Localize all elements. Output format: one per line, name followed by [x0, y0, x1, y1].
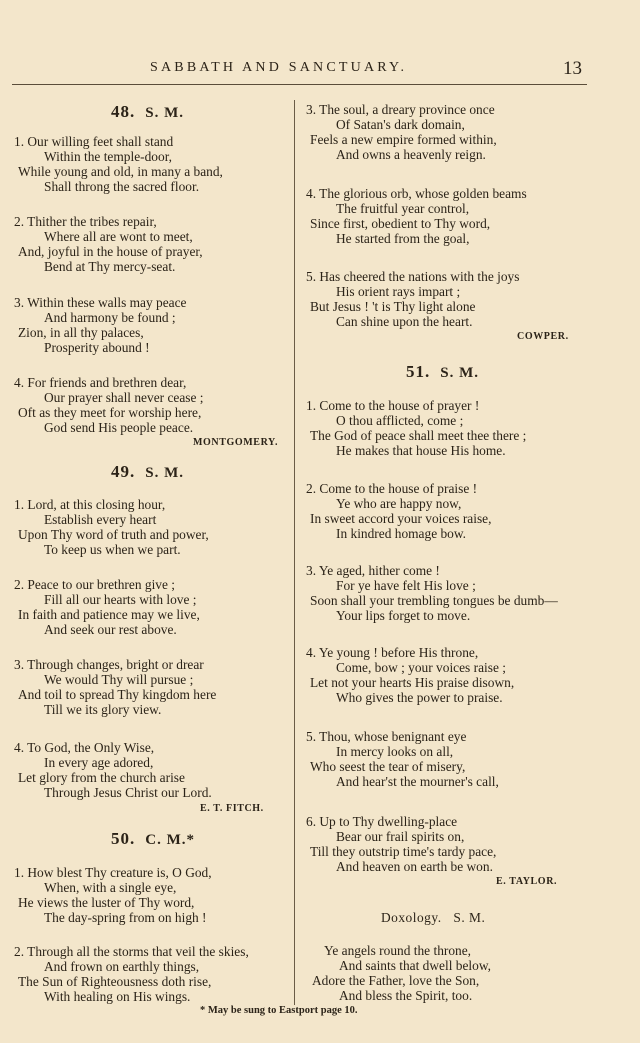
hymn-line: Till we its glory view.: [44, 702, 162, 717]
footnote: * May be sung to Eastport page 10.: [200, 1005, 358, 1016]
hymn-number: 50.: [111, 829, 136, 848]
hymn-meter: S. M.: [145, 105, 184, 121]
hymn-line: And harmony be found ;: [44, 310, 176, 325]
hymn-line: 4. For friends and brethren dear,: [14, 375, 187, 390]
hymn-line: Since first, obedient to Thy word,: [310, 216, 491, 231]
hymn-line: In every age adored,: [44, 755, 154, 770]
hymn-author: E. T. FITCH.: [200, 803, 264, 814]
hymn-line: God send His people peace.: [44, 420, 194, 435]
hymn-line: And seek our rest above.: [44, 622, 177, 637]
doxology-title: Doxology.: [381, 910, 442, 925]
header-rule: [12, 84, 587, 85]
hymn-line: Who gives the power to praise.: [336, 690, 503, 705]
hymn-heading: [111, 829, 195, 849]
page-number: 13: [563, 58, 582, 79]
page-header: [0, 58, 640, 84]
doxology-line: Adore the Father, love the Son,: [312, 973, 480, 988]
hymn-line: Prosperity abound !: [44, 340, 150, 355]
hymn-line: 1. Lord, at this closing hour,: [14, 497, 166, 512]
hymn-line: O thou afflicted, come ;: [336, 413, 464, 428]
hymn-line: While young and old, in many a band,: [18, 164, 223, 179]
hymn-line: 2. Through all the storms that veil the skies,: [14, 944, 249, 959]
hymn-line: Our prayer shall never cease ;: [44, 390, 204, 405]
hymn-line: When, with a single eye,: [44, 880, 177, 895]
hymn-line: And heaven on earth be won.: [336, 859, 493, 874]
hymn-number: 48.: [111, 102, 136, 121]
hymn-meter: C. M.*: [145, 832, 195, 848]
hymn-line: Establish every heart: [44, 512, 157, 527]
hymn-line: 3. Through changes, bright or drear: [14, 657, 204, 672]
hymn-line: 4. To God, the Only Wise,: [14, 740, 155, 755]
hymn-line: 2. Peace to our brethren give ;: [14, 577, 176, 592]
hymn-line: Feels a new empire formed within,: [310, 132, 497, 147]
hymn-line: Let not your hearts His praise disown,: [310, 675, 515, 690]
hymn-line: 4. The glorious orb, whose golden beams: [306, 186, 527, 201]
hymn-line: Bear our frail spirits on,: [336, 829, 465, 844]
hymn-line: In mercy looks on all,: [336, 744, 454, 759]
column-divider: [294, 100, 295, 1005]
hymn-line: 2. Come to the house of praise !: [306, 481, 478, 496]
hymn-line: Can shine upon the heart.: [336, 314, 473, 329]
hymn-number: 49.: [111, 462, 136, 481]
hymn-line: Within the temple-door,: [44, 149, 172, 164]
doxology-line: Ye angels round the throne,: [324, 943, 472, 958]
hymn-line: The Sun of Righteousness doth rise,: [18, 974, 212, 989]
hymn-line: The God of peace shall meet thee there ;: [310, 428, 527, 443]
hymn-line: The day-spring from on high !: [44, 910, 207, 925]
hymn-line: Your lips forget to move.: [336, 608, 471, 623]
hymn-number: 51.: [406, 362, 431, 381]
hymn-line: 4. Ye young ! before His throne,: [306, 645, 479, 660]
hymn-line: Soon shall your trembling tongues be dumb—: [310, 593, 558, 608]
hymn-author: MONTGOMERY.: [193, 437, 279, 448]
hymn-line: And hear'st the mourner's call,: [336, 774, 499, 789]
hymn-line: Fill all our hearts with love ;: [44, 592, 197, 607]
hymn-line: In faith and patience may we live,: [18, 607, 200, 622]
hymn-author: E. TAYLOR.: [496, 876, 558, 887]
hymn-line: Oft as they meet for worship here,: [18, 405, 202, 420]
hymn-heading: [111, 102, 184, 122]
hymn-meter: S. M.: [440, 365, 479, 381]
hymn-line: He started from the goal,: [336, 231, 470, 246]
doxology-heading: [381, 910, 485, 926]
doxology-line: And saints that dwell below,: [339, 958, 491, 973]
hymn-line: 5. Has cheered the nations with the joys: [306, 269, 520, 284]
hymn-line: 2. Thither the tribes repair,: [14, 214, 157, 229]
hymn-line: 3. Ye aged, hither come !: [306, 563, 440, 578]
hymn-meter: S. M.: [145, 465, 184, 481]
hymn-heading: [406, 362, 479, 382]
hymn-line: Upon Thy word of truth and power,: [18, 527, 209, 542]
hymn-line: 3. Within these walls may peace: [14, 295, 187, 310]
hymn-line: And, joyful in the house of prayer,: [18, 244, 203, 259]
hymn-line: Of Satan's dark domain,: [336, 117, 465, 132]
hymn-line: For ye have felt His love ;: [336, 578, 476, 593]
doxology-line: And bless the Spirit, too.: [339, 988, 473, 1003]
hymn-line: Through Jesus Christ our Lord.: [44, 785, 212, 800]
hymn-line: 5. Thou, whose benignant eye: [306, 729, 467, 744]
hymn-line: In sweet accord your voices raise,: [310, 511, 492, 526]
hymn-line: 1. Come to the house of prayer !: [306, 398, 480, 413]
hymn-line: Till they outstrip time's tardy pace,: [310, 844, 497, 859]
running-title: SABBATH AND SANCTUARY.: [150, 60, 408, 75]
hymn-line: And toil to spread Thy kingdom here: [18, 687, 217, 702]
hymn-heading: [111, 462, 184, 482]
hymn-line: Come, bow ; your voices raise ;: [336, 660, 506, 675]
hymn-line: To keep us when we part.: [44, 542, 181, 557]
doxology-meter: S. M.: [453, 910, 486, 925]
hymn-line: Bend at Thy mercy-seat.: [44, 259, 176, 274]
hymn-line: The fruitful year control,: [336, 201, 470, 216]
hymn-line: 3. The soul, a dreary province once: [306, 102, 495, 117]
hymn-line: Let glory from the church arise: [18, 770, 185, 785]
hymn-line: 1. Our willing feet shall stand: [14, 134, 174, 149]
hymn-line: He views the luster of Thy word,: [18, 895, 195, 910]
hymn-line: Who seest the tear of misery,: [310, 759, 466, 774]
hymn-line: His orient rays impart ;: [336, 284, 461, 299]
hymn-line: Ye who are happy now,: [336, 496, 462, 511]
hymn-line: Shall throng the sacred floor.: [44, 179, 200, 194]
hymn-line: And frown on earthly things,: [44, 959, 200, 974]
hymn-line: 6. Up to Thy dwelling-place: [306, 814, 458, 829]
hymn-line: 1. How blest Thy creature is, O God,: [14, 865, 212, 880]
hymn-line: He makes that house His home.: [336, 443, 506, 458]
hymn-line: And owns a heavenly reign.: [336, 147, 486, 162]
hymn-line: We would Thy will pursue ;: [44, 672, 194, 687]
hymn-line: But Jesus ! 't is Thy light alone: [310, 299, 476, 314]
hymn-author: COWPER.: [517, 331, 569, 342]
hymn-line: Zion, in all thy palaces,: [18, 325, 144, 340]
hymn-line: With healing on His wings.: [44, 989, 191, 1004]
hymn-line: In kindred homage bow.: [336, 526, 467, 541]
hymn-line: Where all are wont to meet,: [44, 229, 193, 244]
